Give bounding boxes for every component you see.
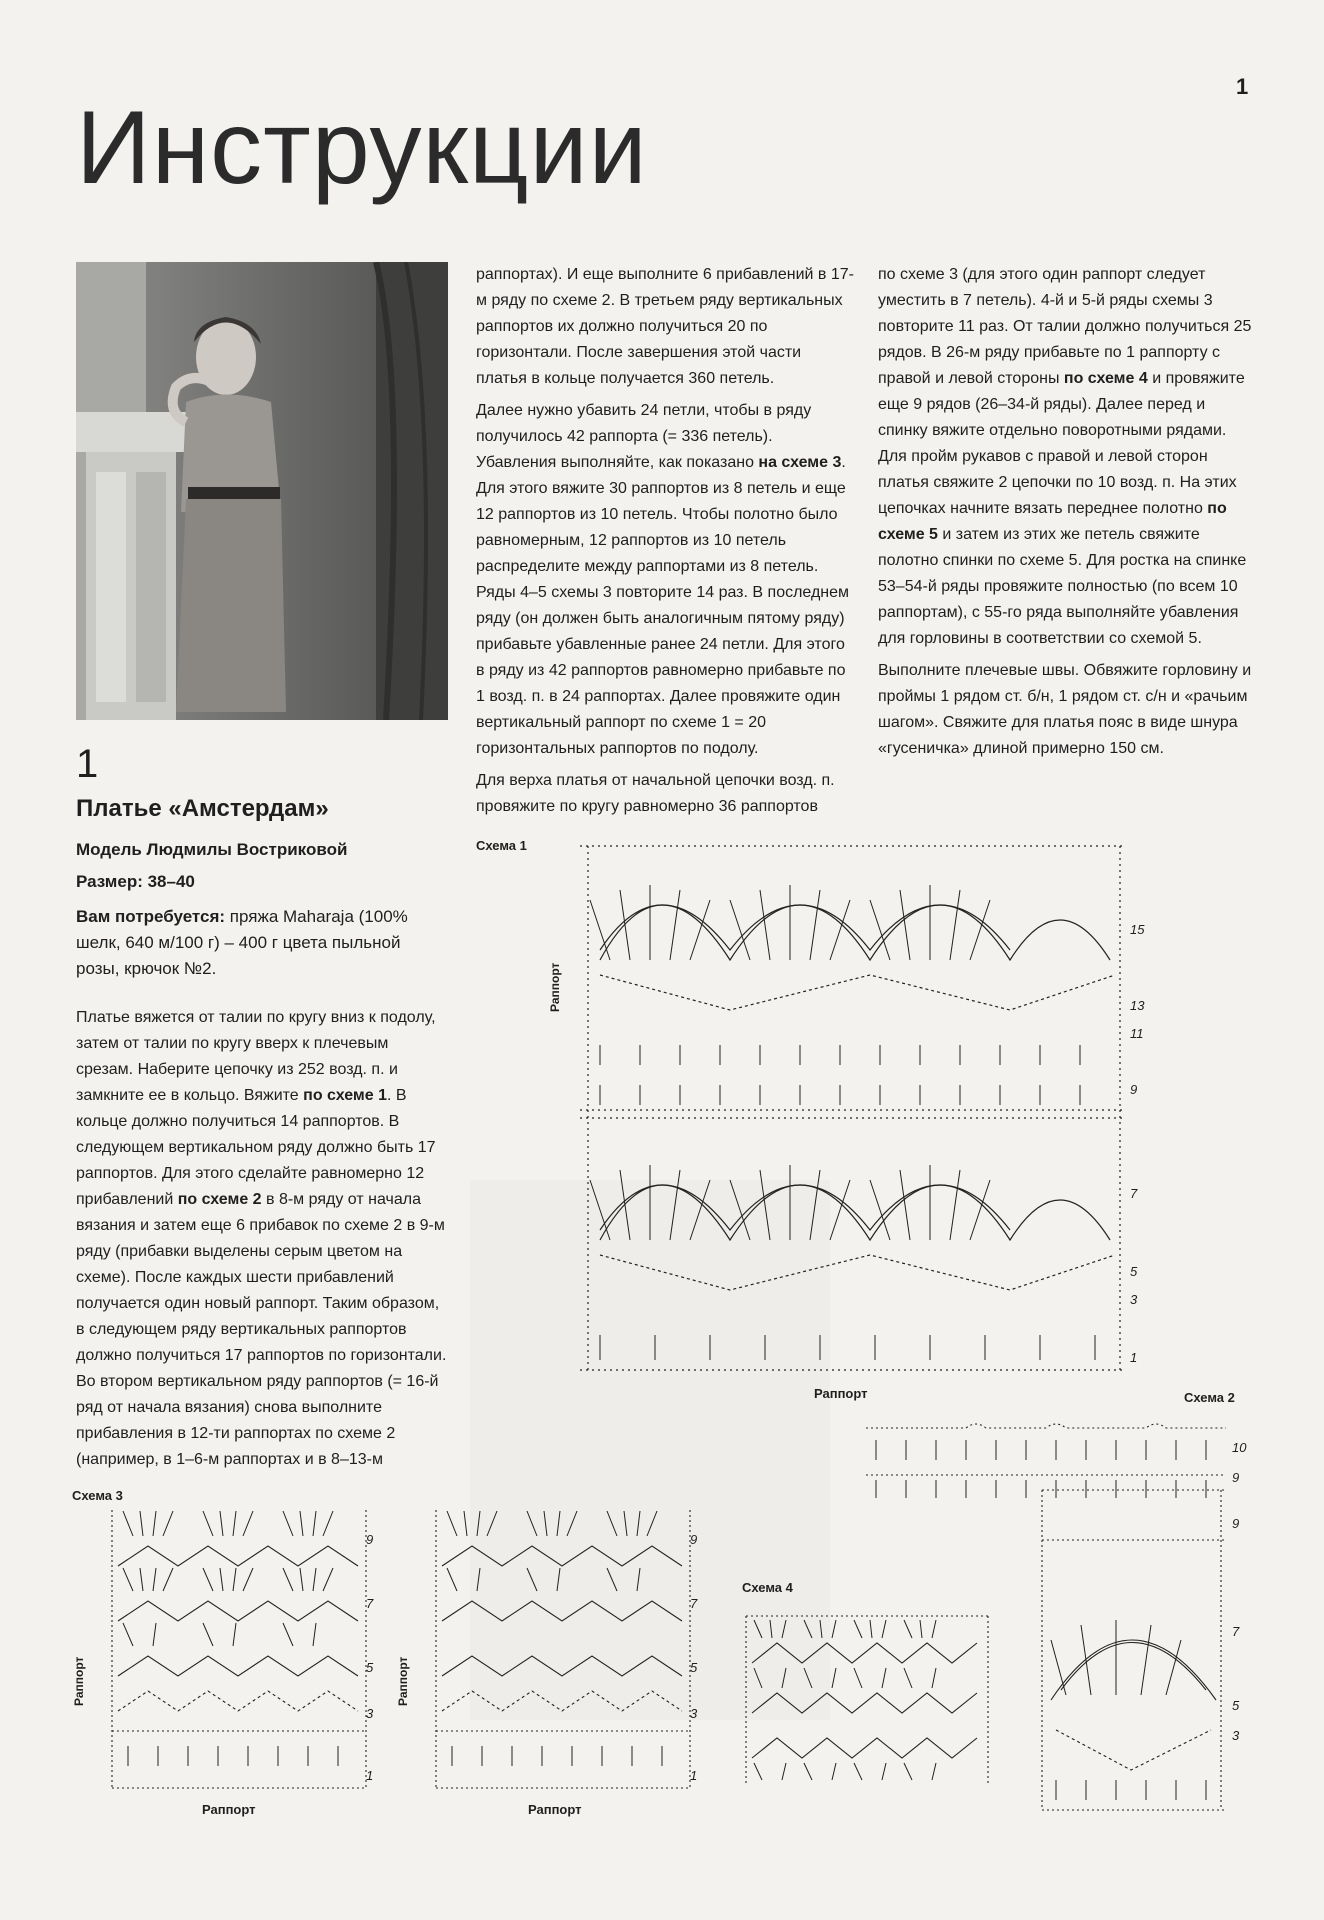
model-photo-illustration: [76, 262, 448, 720]
row-number: 7: [1232, 1624, 1240, 1639]
scheme-1-label: Схема 1: [476, 838, 527, 853]
instruction-paragraph: раппортах). И еще выполните 6 прибавлений в 17-м ряду по схеме 2. В третьем ряду вертикальных раппортов их должно получиться 20 по горизонтали. После завершения этой части платья в кольце получается 360 петель.: [476, 266, 854, 387]
row-number: 5: [1130, 1264, 1138, 1279]
row-number: 9: [690, 1532, 698, 1547]
page-number: 1: [1236, 74, 1249, 99]
materials-text: пряжа Maharaja (100% шелк, 640 м/100 г) – 400 г цвета пыльной розы, крючок №2.: [76, 907, 408, 978]
row-number: 3: [690, 1706, 698, 1721]
row-number: 3: [1130, 1292, 1138, 1307]
scheme-3b-rapport-vertical: Раппорт: [396, 1656, 410, 1706]
scheme-4-diagram: [742, 1608, 992, 1790]
materials-label: Вам потребуется:: [76, 907, 226, 926]
row-number: 7: [366, 1596, 374, 1611]
text-run: . В кольце должно получиться 14 раппортов. В следующем вертикальном ряду должно быть 17 раппортов. Для этого сделайте равномерно 12 прибавлений: [76, 1087, 436, 1208]
instruction-paragraph: [76, 1005, 448, 1473]
row-number: 5: [366, 1660, 374, 1675]
column-3: [878, 262, 1256, 768]
bold-run: по схеме 4: [1063, 370, 1148, 387]
model-name: Платье «Амстердам»: [76, 795, 329, 822]
scheme-1-rapport-vertical: Раппорт: [548, 962, 562, 1012]
scheme-3b-rapport-horizontal: Раппорт: [528, 1802, 582, 1817]
bold-run: по схеме 2: [177, 1191, 262, 1208]
row-number: 13: [1130, 998, 1145, 1013]
text-run: Далее нужно убавить 24 петли, чтобы в ряду получилось 42 раппорта (= 336 петель). Убавления выполняйте, как показано: [476, 402, 812, 471]
text-run: и затем из этих же петель свяжите полотно спинки по схеме 5. Для ростка на спинке 53–54-й ряды провяжите полностью (по всем 10 раппортам), с 55-го ряда выполняйте убавления для горловины в соответствии со схемой 5.: [878, 526, 1247, 647]
row-number: 5: [690, 1660, 698, 1675]
model-size: Размер: 38–40: [76, 872, 195, 891]
row-number: 7: [690, 1596, 698, 1611]
scheme-4-label: Схема 4: [742, 1580, 793, 1595]
materials-paragraph: [76, 904, 448, 982]
instruction-paragraph: Выполните плечевые швы. Обвяжите горловину и проймы 1 рядом ст. б/н, 1 рядом ст. с/н и «рачьим шагом». Свяжите для платья пояс в виде шнура «гусеничка» длиной примерно 150 см.: [878, 662, 1252, 757]
row-number: 9: [366, 1532, 374, 1547]
bold-run: на схеме 3: [758, 454, 842, 471]
text-run: Платье вяжется от талии по кругу вниз к подолу, затем от талии по кругу вверх к плечевым срезам. Наберите цепочку из 252 возд. п. и замкните ее в кольцо. Вяжите: [76, 1009, 436, 1104]
scheme-3-rapport-vertical: Раппорт: [72, 1656, 86, 1706]
row-number: 3: [1232, 1728, 1240, 1743]
text-run: по схеме 3 (для этого один раппорт следует уместить в 7 петель). 4-й и 5-й ряды схемы 3 повторите 11 раз. От талии должно получиться 25 рядов. В 26-м ряду прибавьте по 1 раппорту с правой и левой стороны: [878, 266, 1252, 387]
row-number: 7: [1130, 1186, 1138, 1201]
row-number: 9: [1232, 1516, 1240, 1531]
column-2: [476, 262, 854, 826]
row-number: 1: [366, 1768, 374, 1783]
model-author: Модель Людмилы Востриковой: [76, 840, 348, 859]
row-number: 5: [1232, 1698, 1240, 1713]
row-number: 3: [366, 1706, 374, 1721]
bold-run: по схеме 5: [878, 500, 1227, 543]
text-run: . Для этого вяжите 30 раппортов из 8 петель и еще 12 раппортов из 10 петель. Чтобы полотно было равномерным, 12 раппортов из 10 петель распределите между раппортами из 8 петель. Ряды 4–5 схемы 3 повторите 14 раз. В последнем ряду (он должен быть аналогичным пятому ряду) прибавьте убавленные ранее 24 петли. Для этого в ряду из 42 раппортов равномерно прибавьте по 1 возд. п. в 24 раппортах. Далее провяжите один вертикальный раппорт по схеме 1 = 20 горизонтальных раппортов по подолу.: [476, 454, 850, 757]
page-title: Инструкции: [76, 90, 648, 206]
text-run: и провяжите еще 9 рядов (26–34-й ряды). Далее перед и спинку вяжите отдельно поворотными рядами. Для пройм рукавов с правой и левой сторон платья свяжите 2 цепочки по 10 возд. п. На этих цепочках начните вязать переднее полотно: [878, 370, 1245, 517]
column-1: [76, 1005, 448, 1479]
scheme-2-label: Схема 2: [1184, 1390, 1235, 1405]
instruction-paragraph: [878, 262, 1256, 652]
row-number: 9: [1130, 1082, 1138, 1097]
row-number: 9: [1232, 1470, 1240, 1485]
row-number: 1: [690, 1768, 698, 1783]
row-number: 10: [1232, 1440, 1247, 1455]
row-number: 15: [1130, 922, 1145, 937]
row-number: 1: [1130, 1350, 1138, 1365]
scheme-3-rapport-horizontal: Раппорт: [202, 1802, 256, 1817]
row-number: 11: [1130, 1026, 1144, 1041]
instruction-paragraph: [476, 398, 854, 762]
model-number: 1: [76, 742, 99, 786]
scheme-3-diagram-b: [432, 1506, 694, 1792]
scheme-1-rapport-horizontal: Раппорт: [814, 1386, 868, 1401]
scheme-1-diagram: [580, 840, 1125, 1400]
scheme-3-diagram-a: [108, 1506, 370, 1792]
text-run: в 8-м ряду от начала вязания и затем еще 6 прибавок по схеме 2 в 9-м ряду (прибавки выделены серым цветом на схеме). После каждых шести прибавлений получается один новый раппорт. Таким образом, в следующем ряду вертикальных раппортов должно получиться 17 раппортов по горизонтали. Во втором вертикальном ряду раппортов (= 16-й ряд от начала вязания) снова выполните прибавления в 12-ти раппортах по схеме 2 (например, в 1–6-м раппортах и в 8–13-м: [76, 1191, 447, 1468]
scheme-3-label: Схема 3: [72, 1488, 123, 1503]
instruction-paragraph: Для верха платья от начальной цепочки возд. п. провяжите по кругу равномерно 36 раппортов: [476, 772, 835, 815]
bold-run: по схеме 1: [303, 1087, 387, 1104]
model-photo: [76, 262, 448, 720]
